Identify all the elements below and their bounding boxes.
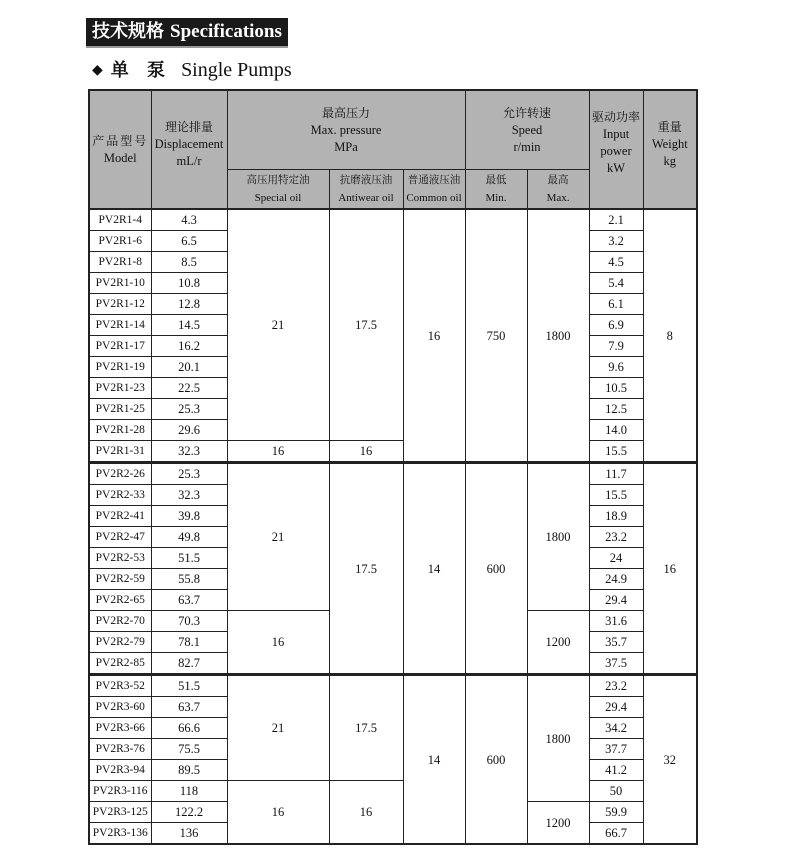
displacement-cell: 29.6 bbox=[151, 420, 227, 441]
speed-max-cell: 1800 bbox=[527, 209, 589, 463]
diamond-bullet-icon: ◆ bbox=[92, 63, 103, 78]
input-power-cell: 2.1 bbox=[589, 209, 643, 231]
header-antiwear-oil-cn: 抗磨液压油 bbox=[339, 174, 393, 186]
displacement-cell: 136 bbox=[151, 823, 227, 845]
header-max-pressure-unit: MPa bbox=[334, 139, 358, 154]
displacement-cell: 4.3 bbox=[151, 209, 227, 231]
input-power-cell: 35.7 bbox=[589, 632, 643, 653]
displacement-cell: 75.5 bbox=[151, 739, 227, 760]
displacement-cell: 22.5 bbox=[151, 378, 227, 399]
model-cell: PV2R2-59 bbox=[89, 569, 151, 590]
header-speed-cn: 允许转速 bbox=[503, 105, 552, 120]
specifications-body bbox=[89, 209, 697, 844]
input-power-cell: 24 bbox=[589, 548, 643, 569]
header-common-oil-en: Common oil bbox=[406, 192, 462, 204]
displacement-cell: 39.8 bbox=[151, 506, 227, 527]
header-speed-max bbox=[527, 170, 589, 210]
header-weight-cn: 重量 bbox=[657, 120, 682, 134]
input-power-cell: 4.5 bbox=[589, 252, 643, 273]
header-common-oil-cn: 普通液压油 bbox=[407, 174, 461, 186]
antiwear-oil-pressure-cell: 17.5 bbox=[329, 209, 403, 441]
model-cell: PV2R2-47 bbox=[89, 527, 151, 548]
header-power-cn: 驱动功率 bbox=[592, 110, 641, 124]
subsection-cn: 单 泵 bbox=[110, 60, 172, 81]
displacement-cell: 82.7 bbox=[151, 653, 227, 675]
speed-min-cell: 600 bbox=[465, 675, 527, 845]
header-input-power bbox=[589, 90, 643, 209]
model-cell: PV2R1-17 bbox=[89, 336, 151, 357]
header-displacement bbox=[151, 90, 227, 209]
model-cell: PV2R1-31 bbox=[89, 441, 151, 463]
table-row bbox=[89, 781, 697, 802]
common-oil-pressure-cell: 16 bbox=[403, 209, 465, 463]
subsection-heading bbox=[92, 58, 292, 83]
special-oil-pressure-cell: 16 bbox=[227, 781, 329, 845]
model-cell: PV2R2-53 bbox=[89, 548, 151, 569]
input-power-cell: 29.4 bbox=[589, 590, 643, 611]
model-cell: PV2R1-8 bbox=[89, 252, 151, 273]
model-cell: PV2R1-28 bbox=[89, 420, 151, 441]
displacement-cell: 8.5 bbox=[151, 252, 227, 273]
header-max-pressure bbox=[227, 90, 465, 170]
displacement-cell: 16.2 bbox=[151, 336, 227, 357]
header-antiwear-oil bbox=[329, 170, 403, 210]
header-special-oil-cn: 高压用特定油 bbox=[246, 174, 310, 186]
header-model-en: Model bbox=[103, 150, 137, 165]
displacement-cell: 12.8 bbox=[151, 294, 227, 315]
displacement-cell: 118 bbox=[151, 781, 227, 802]
speed-min-cell: 600 bbox=[465, 463, 527, 675]
displacement-cell: 70.3 bbox=[151, 611, 227, 632]
header-power-en2: power bbox=[600, 144, 632, 158]
input-power-cell: 14.0 bbox=[589, 420, 643, 441]
model-cell: PV2R1-6 bbox=[89, 231, 151, 252]
speed-max-cell: 1800 bbox=[527, 463, 589, 611]
model-cell: PV2R3-66 bbox=[89, 718, 151, 739]
input-power-cell: 7.9 bbox=[589, 336, 643, 357]
displacement-cell: 89.5 bbox=[151, 760, 227, 781]
special-oil-pressure-cell: 21 bbox=[227, 463, 329, 611]
header-displacement-cn: 理论排量 bbox=[164, 120, 213, 134]
subsection-en: Single Pumps bbox=[181, 59, 292, 81]
displacement-cell: 25.3 bbox=[151, 463, 227, 485]
header-model bbox=[89, 90, 151, 209]
header-weight-unit: kg bbox=[663, 154, 677, 168]
displacement-cell: 66.6 bbox=[151, 718, 227, 739]
header-max-pressure-en: Max. pressure bbox=[310, 122, 382, 137]
model-cell: PV2R3-76 bbox=[89, 739, 151, 760]
displacement-cell: 78.1 bbox=[151, 632, 227, 653]
title-cn: 技术规格 bbox=[92, 21, 164, 42]
antiwear-oil-pressure-cell: 16 bbox=[329, 781, 403, 845]
header-speed-min-cn: 最低 bbox=[485, 174, 507, 186]
displacement-cell: 14.5 bbox=[151, 315, 227, 336]
header-special-oil-en: Special oil bbox=[254, 192, 302, 204]
specifications-table bbox=[88, 89, 698, 845]
header-special-oil bbox=[227, 170, 329, 210]
input-power-cell: 66.7 bbox=[589, 823, 643, 845]
input-power-cell: 5.4 bbox=[589, 273, 643, 294]
model-cell: PV2R2-70 bbox=[89, 611, 151, 632]
input-power-cell: 12.5 bbox=[589, 399, 643, 420]
model-cell: PV2R1-12 bbox=[89, 294, 151, 315]
input-power-cell: 29.4 bbox=[589, 697, 643, 718]
model-cell: PV2R3-52 bbox=[89, 675, 151, 697]
input-power-cell: 23.2 bbox=[589, 527, 643, 548]
speed-max-cell: 1800 bbox=[527, 675, 589, 802]
weight-cell: 16 bbox=[643, 463, 697, 675]
input-power-cell: 37.7 bbox=[589, 739, 643, 760]
displacement-cell: 32.3 bbox=[151, 485, 227, 506]
input-power-cell: 18.9 bbox=[589, 506, 643, 527]
header-speed-max-cn: 最高 bbox=[547, 174, 569, 186]
antiwear-oil-pressure-cell: 17.5 bbox=[329, 463, 403, 675]
model-cell: PV2R2-41 bbox=[89, 506, 151, 527]
header-speed bbox=[465, 90, 589, 170]
title-en: Specifications bbox=[170, 21, 282, 42]
model-cell: PV2R3-116 bbox=[89, 781, 151, 802]
model-cell: PV2R2-33 bbox=[89, 485, 151, 506]
special-oil-pressure-cell: 21 bbox=[227, 209, 329, 441]
header-speed-min bbox=[465, 170, 527, 210]
displacement-cell: 63.7 bbox=[151, 590, 227, 611]
header-displacement-en: Displacement bbox=[154, 137, 224, 151]
model-cell: PV2R2-85 bbox=[89, 653, 151, 675]
displacement-cell: 55.8 bbox=[151, 569, 227, 590]
input-power-cell: 59.9 bbox=[589, 802, 643, 823]
displacement-cell: 10.8 bbox=[151, 273, 227, 294]
table-row bbox=[89, 209, 697, 231]
header-speed-max-en: Max. bbox=[546, 192, 570, 204]
header-max-pressure-cn: 最高压力 bbox=[322, 105, 371, 120]
special-oil-pressure-cell: 16 bbox=[227, 441, 329, 463]
displacement-cell: 51.5 bbox=[151, 675, 227, 697]
displacement-cell: 6.5 bbox=[151, 231, 227, 252]
input-power-cell: 3.2 bbox=[589, 231, 643, 252]
weight-cell: 32 bbox=[643, 675, 697, 845]
model-cell: PV2R3-94 bbox=[89, 760, 151, 781]
input-power-cell: 6.1 bbox=[589, 294, 643, 315]
input-power-cell: 23.2 bbox=[589, 675, 643, 697]
input-power-cell: 41.2 bbox=[589, 760, 643, 781]
header-power-unit: kW bbox=[607, 161, 626, 175]
antiwear-oil-pressure-cell: 16 bbox=[329, 441, 403, 463]
input-power-cell: 11.7 bbox=[589, 463, 643, 485]
header-speed-min-en: Min. bbox=[485, 192, 507, 204]
input-power-cell: 10.5 bbox=[589, 378, 643, 399]
section-title-banner bbox=[86, 18, 288, 48]
special-oil-pressure-cell: 21 bbox=[227, 675, 329, 781]
table-row bbox=[89, 463, 697, 485]
antiwear-oil-pressure-cell: 17.5 bbox=[329, 675, 403, 781]
common-oil-pressure-cell: 14 bbox=[403, 675, 465, 845]
special-oil-pressure-cell: 16 bbox=[227, 611, 329, 675]
displacement-cell: 49.8 bbox=[151, 527, 227, 548]
model-cell: PV2R1-10 bbox=[89, 273, 151, 294]
displacement-cell: 25.3 bbox=[151, 399, 227, 420]
displacement-cell: 122.2 bbox=[151, 802, 227, 823]
displacement-cell: 32.3 bbox=[151, 441, 227, 463]
speed-min-cell: 750 bbox=[465, 209, 527, 463]
table-row bbox=[89, 441, 697, 463]
speed-max-cell: 1200 bbox=[527, 611, 589, 675]
header-power-en1: Input bbox=[602, 127, 630, 141]
input-power-cell: 15.5 bbox=[589, 441, 643, 463]
model-cell: PV2R2-26 bbox=[89, 463, 151, 485]
model-cell: PV2R1-19 bbox=[89, 357, 151, 378]
displacement-cell: 63.7 bbox=[151, 697, 227, 718]
input-power-cell: 37.5 bbox=[589, 653, 643, 675]
input-power-cell: 50 bbox=[589, 781, 643, 802]
header-speed-en: Speed bbox=[511, 122, 543, 137]
weight-cell: 8 bbox=[643, 209, 697, 463]
input-power-cell: 6.9 bbox=[589, 315, 643, 336]
input-power-cell: 9.6 bbox=[589, 357, 643, 378]
model-cell: PV2R3-125 bbox=[89, 802, 151, 823]
speed-max-cell: 1200 bbox=[527, 802, 589, 845]
model-cell: PV2R1-23 bbox=[89, 378, 151, 399]
model-cell: PV2R1-4 bbox=[89, 209, 151, 231]
model-cell: PV2R2-79 bbox=[89, 632, 151, 653]
header-speed-unit: r/min bbox=[513, 139, 541, 154]
header-antiwear-oil-en: Antiwear oil bbox=[338, 192, 394, 204]
header-weight-en: Weight bbox=[651, 137, 688, 151]
header-model-cn: 产品型号 bbox=[92, 133, 149, 148]
header-common-oil bbox=[403, 170, 465, 210]
displacement-cell: 51.5 bbox=[151, 548, 227, 569]
model-cell: PV2R1-25 bbox=[89, 399, 151, 420]
model-cell: PV2R3-60 bbox=[89, 697, 151, 718]
header-weight bbox=[643, 90, 697, 209]
table-row bbox=[89, 675, 697, 697]
model-cell: PV2R3-136 bbox=[89, 823, 151, 845]
input-power-cell: 24.9 bbox=[589, 569, 643, 590]
displacement-cell: 20.1 bbox=[151, 357, 227, 378]
common-oil-pressure-cell: 14 bbox=[403, 463, 465, 675]
input-power-cell: 31.6 bbox=[589, 611, 643, 632]
model-cell: PV2R1-14 bbox=[89, 315, 151, 336]
model-cell: PV2R2-65 bbox=[89, 590, 151, 611]
input-power-cell: 34.2 bbox=[589, 718, 643, 739]
input-power-cell: 15.5 bbox=[589, 485, 643, 506]
header-displacement-unit: mL/r bbox=[176, 154, 202, 168]
